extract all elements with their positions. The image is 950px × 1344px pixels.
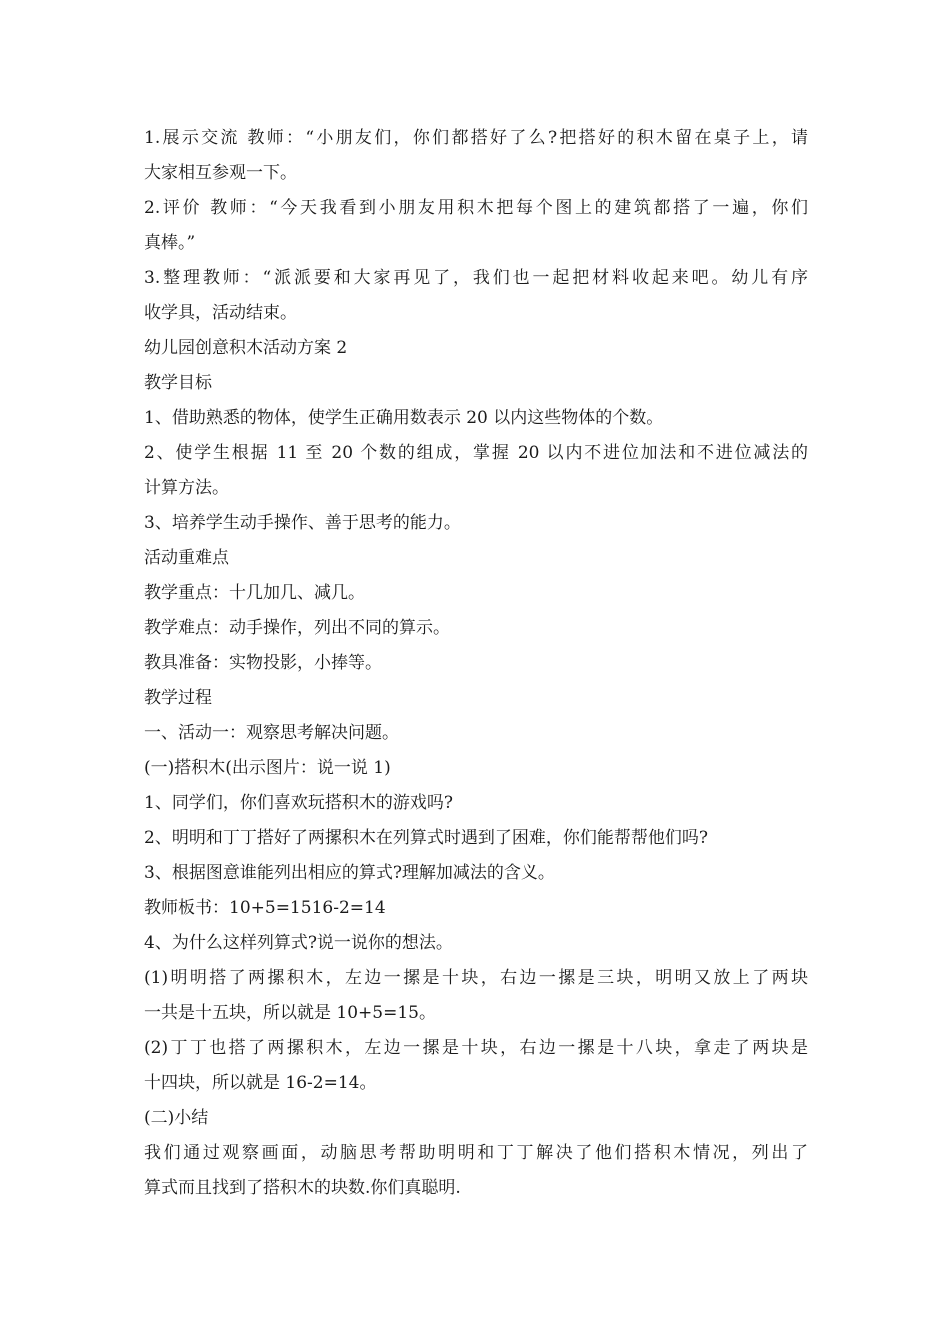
text-line: (一)搭积木(出示图片：说一说 1) (144, 758, 391, 778)
document-page (144, 121, 808, 1206)
text-line: 一、活动一：观察思考解决问题。 (144, 723, 399, 743)
text-line: 3、根据图意谁能列出相应的算式?理解加减法的含义。 (144, 863, 555, 883)
text-line: 教学目标 (144, 373, 212, 393)
text-line: 教师板书：10+5=1516-2=14 (144, 898, 386, 918)
text-line: (1)明明搭了两摞积木，左边一摞是十块，右边一摞是三块，明明又放上了两块 (144, 968, 808, 988)
text-line: 3、培养学生动手操作、善于思考的能力。 (144, 513, 461, 533)
text-line: 收学具，活动结束。 (144, 303, 297, 323)
text-line: 大家相互参观一下。 (144, 163, 297, 183)
text-line: 活动重难点 (144, 548, 229, 568)
text-line: 3.整理教师：“派派要和大家再见了，我们也一起把材料收起来吧。幼儿有序 (144, 268, 808, 288)
text-line: 教学过程 (144, 688, 212, 708)
text-line: 教具准备：实物投影，小捧等。 (144, 653, 382, 673)
text-line: 教学难点：动手操作，列出不同的算示。 (144, 618, 450, 638)
text-line: 幼儿园创意积木活动方案 2 (144, 338, 348, 358)
text-line: 我们通过观察画面，动脑思考帮助明明和丁丁解决了他们搭积木情况，列出了 (144, 1143, 808, 1163)
text-line: 2、明明和丁丁搭好了两摞积木在列算式时遇到了困难，你们能帮帮他们吗? (144, 828, 708, 848)
text-line: 真棒。” (144, 233, 196, 253)
text-line: 算式而且找到了搭积木的块数.你们真聪明. (144, 1178, 461, 1198)
text-line: (二)小结 (144, 1108, 209, 1128)
text-line: 4、为什么这样列算式?说一说你的想法。 (144, 933, 453, 953)
text-line: 一共是十五块，所以就是 10+5=15。 (144, 1003, 436, 1023)
text-line: 教学重点：十几加几、减几。 (144, 583, 365, 603)
text-line: 1、同学们，你们喜欢玩搭积木的游戏吗? (144, 793, 453, 813)
text-line: 1.展示交流 教师：“小朋友们，你们都搭好了么?把搭好的积木留在桌子上，请 (144, 128, 808, 148)
text-line: 1、借助熟悉的物体，使学生正确用数表示 20 以内这些物体的个数。 (144, 408, 664, 428)
text-line: 计算方法。 (144, 478, 229, 498)
text-line: 2、使学生根据 11 至 20 个数的组成，掌握 20 以内不进位加法和不进位减法的 (144, 443, 808, 463)
text-line: 2.评价 教师：“今天我看到小朋友用积木把每个图上的建筑都搭了一遍，你们 (144, 198, 808, 218)
text-line: (2)丁丁也搭了两摞积木，左边一摞是十块，右边一摞是十八块，拿走了两块是 (144, 1038, 808, 1058)
text-line: 十四块，所以就是 16-2=14。 (144, 1073, 377, 1093)
